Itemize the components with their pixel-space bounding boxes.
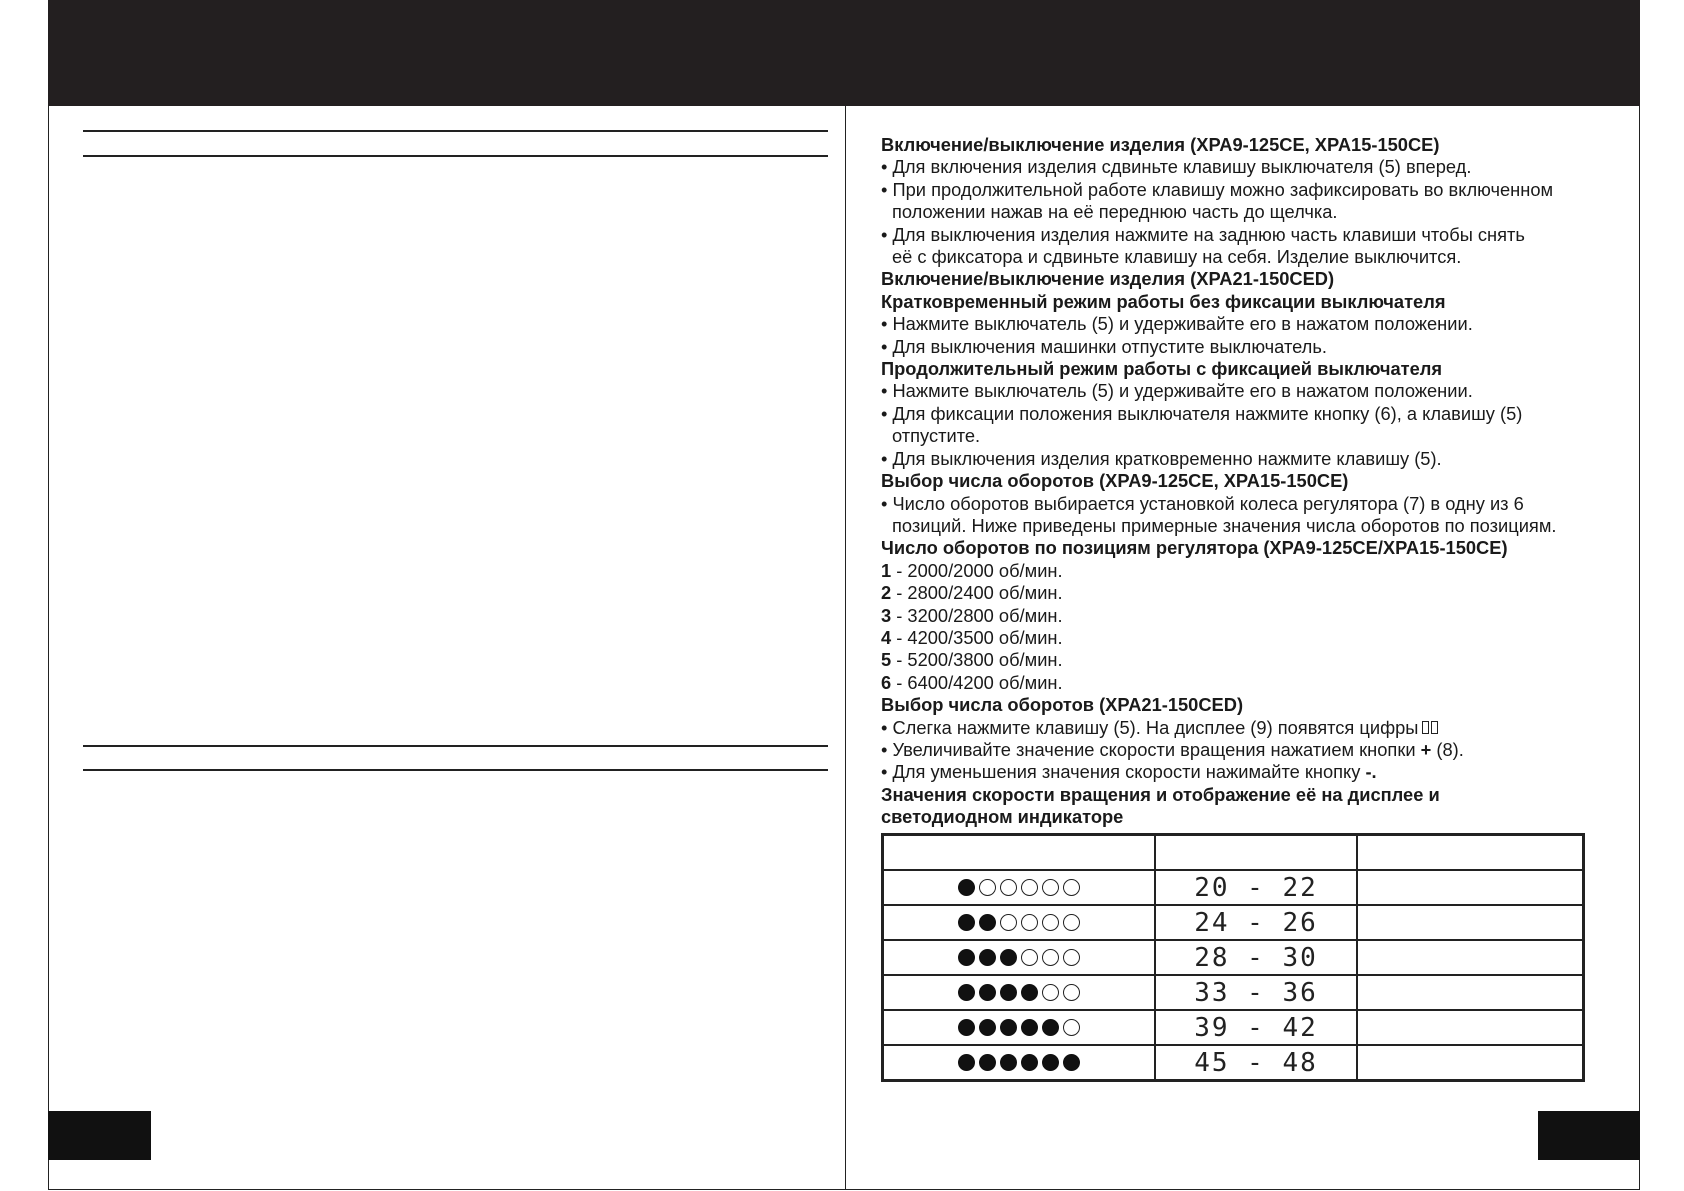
led-on-icon — [1021, 1019, 1038, 1036]
table-row — [883, 905, 1584, 940]
section-title-speed: Выбор числа оборотов (XPA9-125CE, XPA15-150CE) — [881, 470, 1349, 492]
bullet-continuation: позиций. Ниже приведены примерные значения числа оборотов по позициям. — [892, 514, 1557, 536]
section-title-speed-ced: Выбор числа оборотов (XPA21-150CED) — [881, 694, 1244, 716]
display-value-cell — [1155, 1010, 1357, 1045]
speed-position-number: 3 — [881, 604, 892, 626]
led-on-icon — [1000, 984, 1017, 1001]
empty-cell — [1357, 1010, 1584, 1045]
bullet-text: • Нажмите выключатель (5) и удерживайте его в нажатом положении. — [881, 380, 1473, 402]
speed-item — [881, 605, 1631, 627]
speed-value: - 2800/2400 об/мин. — [891, 582, 1063, 604]
display-value: 33 - 36 — [1194, 977, 1318, 1008]
instructions-text — [881, 134, 1631, 829]
empty-cell — [1357, 975, 1584, 1010]
bullet-text: • Для выключения машинки отпустите выключатель. — [881, 335, 1327, 357]
led-on-icon — [1000, 1054, 1017, 1071]
bullet-text: • Нажмите выключатель (5) и удерживайте его в нажатом положении. — [881, 313, 1473, 335]
speed-value: - 5200/3800 об/мин. — [891, 649, 1063, 671]
empty-cell — [1357, 905, 1584, 940]
speed-item — [881, 582, 1631, 604]
led-indicator-cell — [883, 975, 1156, 1010]
led-off-icon — [1063, 879, 1080, 896]
led-indicator-cell — [883, 1010, 1156, 1045]
display-value: 24 - 26 — [1194, 907, 1318, 938]
speed-item — [881, 627, 1631, 649]
left-rule-1 — [83, 130, 828, 132]
led-on-icon — [1021, 984, 1038, 1001]
led-on-icon — [958, 1054, 975, 1071]
led-off-icon — [979, 879, 996, 896]
speed-value: - 3200/2800 об/мин. — [891, 604, 1063, 626]
led-off-icon — [1021, 879, 1038, 896]
led-indicator-cell — [883, 905, 1156, 940]
bullet-text: • Для выключения изделия нажмите на заднюю часть клавиши чтобы снять — [881, 223, 1525, 245]
subsection-title-continuous: Продолжительный режим работы с фиксацией выключателя — [881, 358, 1443, 380]
table-row — [883, 1045, 1584, 1081]
display-value-cell — [1155, 1045, 1357, 1081]
led-on-icon — [1000, 1019, 1017, 1036]
display-value-cell — [1155, 975, 1357, 1010]
page-spine — [845, 106, 846, 1190]
bullet-text: • При продолжительной работе клавишу можно зафиксировать во включенном — [881, 178, 1554, 200]
display-value-cell — [1155, 940, 1357, 975]
table-row — [883, 975, 1584, 1010]
led-off-icon — [1000, 879, 1017, 896]
table-header-cell — [883, 835, 1156, 871]
led-on-icon — [979, 984, 996, 1001]
bullet-continuation: её с фиксатора и сдвиньте клавишу на себя. Изделие выключится. — [892, 246, 1462, 268]
section-title-table-cont: светодиодном индикаторе — [881, 806, 1124, 828]
led-on-icon — [1021, 1054, 1038, 1071]
table-header-cell — [1155, 835, 1357, 871]
display-value: 45 - 48 — [1194, 1047, 1318, 1078]
led-off-icon — [1063, 914, 1080, 931]
left-rule-3 — [83, 745, 828, 747]
led-on-icon — [979, 1054, 996, 1071]
led-on-icon — [958, 984, 975, 1001]
led-on-icon — [1000, 949, 1017, 966]
lcd-digits-icon — [1422, 721, 1441, 735]
display-value: 39 - 42 — [1194, 1012, 1318, 1043]
led-on-icon — [979, 949, 996, 966]
led-off-icon — [1021, 949, 1038, 966]
led-off-icon — [1063, 1019, 1080, 1036]
led-indicator-cell — [883, 1045, 1156, 1081]
bullet-plus-text: • Увеличивайте значение скорости вращения нажатием кнопки — [881, 738, 1421, 760]
subsection-title-positions: Число оборотов по позициям регулятора (XPA9-125CE/XPA15-150CE) — [881, 537, 1508, 559]
led-off-icon — [1063, 984, 1080, 1001]
bullet-text — [881, 739, 1631, 761]
speed-display-table — [881, 833, 1585, 1082]
bullet-text — [881, 761, 1631, 783]
led-indicator-cell — [883, 870, 1156, 905]
empty-cell — [1357, 1045, 1584, 1081]
left-rule-4 — [83, 769, 828, 771]
bullet-plus-suffix: (8). — [1431, 738, 1464, 760]
speed-item — [881, 649, 1631, 671]
speed-value: - 6400/4200 об/мин. — [891, 671, 1063, 693]
led-on-icon — [1042, 1019, 1059, 1036]
table-row — [883, 940, 1584, 975]
speed-position-number: 1 — [881, 559, 892, 581]
led-on-icon — [958, 1019, 975, 1036]
led-off-icon — [1042, 984, 1059, 1001]
bullet-text: • Для фиксации положения выключателя нажмите кнопку (6), а клавишу (5) — [881, 402, 1523, 424]
speed-position-number: 4 — [881, 626, 892, 648]
plus-symbol: + — [1420, 738, 1432, 760]
bullet-text — [881, 717, 1631, 739]
bullet-continuation: положении нажав на её переднюю часть до щелчка. — [892, 201, 1338, 223]
subsection-title-momentary: Кратковременный режим работы без фиксации выключателя — [881, 290, 1446, 312]
table-header-row — [883, 835, 1584, 871]
empty-cell — [1357, 940, 1584, 975]
left-rule-2 — [83, 155, 828, 157]
right-page-tab — [1538, 1111, 1640, 1160]
section-title-switch-ced: Включение/выключение изделия (XPA21-150CED) — [881, 268, 1335, 290]
led-off-icon — [1000, 914, 1017, 931]
led-on-icon — [958, 879, 975, 896]
speed-position-number: 2 — [881, 582, 892, 604]
bullet-continuation: отпустите. — [892, 425, 981, 447]
led-off-icon — [1042, 879, 1059, 896]
speed-item — [881, 672, 1631, 694]
header-bar — [48, 0, 1640, 106]
display-value-cell — [1155, 905, 1357, 940]
speed-value: - 4200/3500 об/мин. — [891, 626, 1063, 648]
section-title-table: Значения скорости вращения и отображение её на дисплее и — [881, 783, 1440, 805]
speed-position-number: 6 — [881, 671, 892, 693]
speed-value: - 2000/2000 об/мин. — [891, 559, 1063, 581]
led-off-icon — [1042, 949, 1059, 966]
bullet-text: • Число оборотов выбирается установкой колеса регулятора (7) в одну из 6 — [881, 492, 1524, 514]
empty-cell — [1357, 870, 1584, 905]
minus-symbol: -. — [1365, 761, 1377, 783]
led-off-icon — [1042, 914, 1059, 931]
led-on-icon — [1063, 1054, 1080, 1071]
table-row — [883, 1010, 1584, 1045]
table-row — [883, 870, 1584, 905]
bullet-minus-text: • Для уменьшения значения скорости нажимайте кнопку — [881, 761, 1366, 783]
led-on-icon — [979, 914, 996, 931]
section-title-switch: Включение/выключение изделия (XPA9-125CE, XPA15-150CE) — [881, 134, 1440, 155]
led-on-icon — [1042, 1054, 1059, 1071]
display-value: 28 - 30 — [1194, 942, 1318, 973]
display-value-cell — [1155, 870, 1357, 905]
led-indicator-cell — [883, 940, 1156, 975]
bullet-text: • Для включения изделия сдвиньте клавишу выключателя (5) вперед. — [881, 156, 1472, 178]
speed-item — [881, 560, 1631, 582]
led-off-icon — [1021, 914, 1038, 931]
display-value: 20 - 22 — [1194, 872, 1318, 903]
led-on-icon — [979, 1019, 996, 1036]
led-on-icon — [958, 914, 975, 931]
led-off-icon — [1063, 949, 1080, 966]
bullet-display-text: • Слегка нажмите клавишу (5). На дисплее (9) появятся цифры — [881, 716, 1419, 738]
speed-position-number: 5 — [881, 649, 892, 671]
left-page-tab — [48, 1111, 151, 1160]
bullet-text: • Для выключения изделия кратковременно нажмите клавишу (5). — [881, 447, 1442, 469]
table-header-cell — [1357, 835, 1584, 871]
led-on-icon — [958, 949, 975, 966]
speed-list — [881, 560, 1631, 694]
